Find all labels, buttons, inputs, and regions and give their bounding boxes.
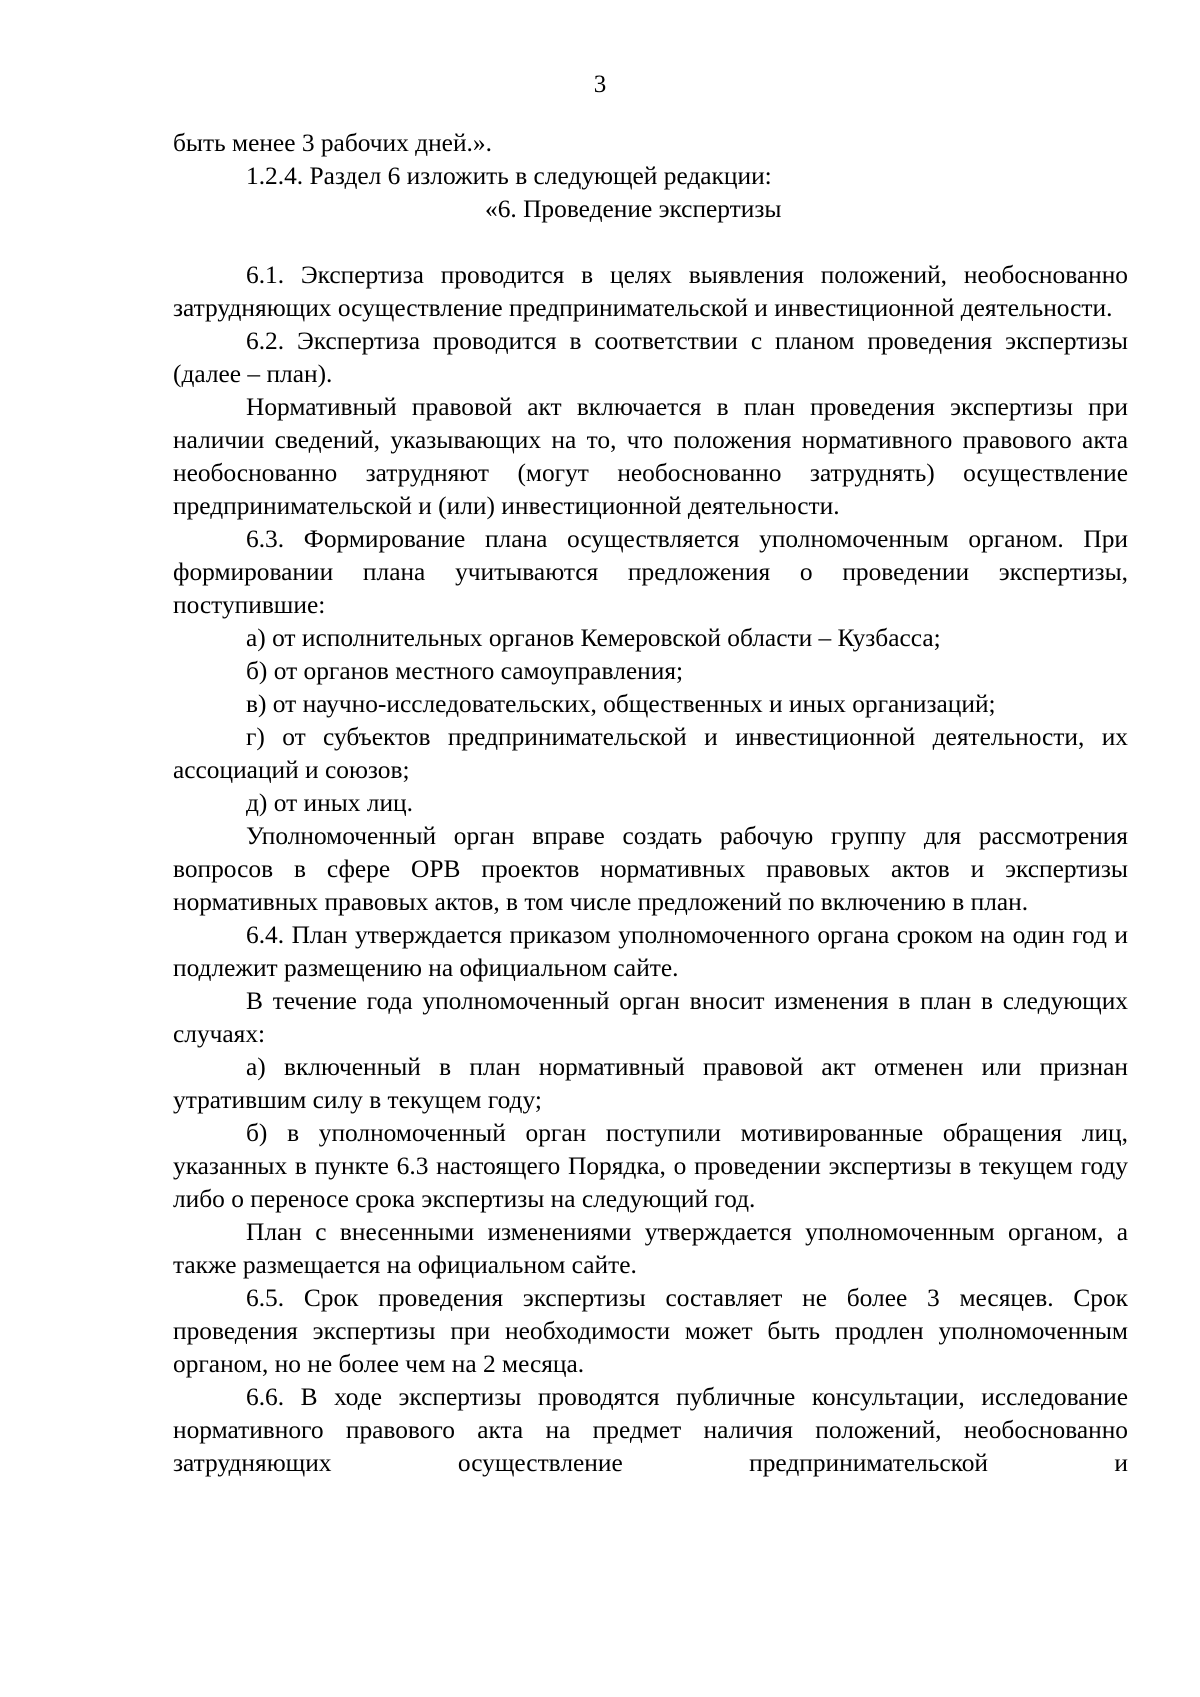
paragraph-inclusion-conditions: Нормативный правовой акт включается в план проведения экспертизы при наличии сведений, указывающих на то, что положения нормативного правового акта необоснованно затрудняют (могут необоснованно затруднять) осуществление предпринимательской и (или) инвестиционной деятельности. [173,393,1128,520]
paragraph-6-1: 6.1. Экспертиза проводится в целях выявления положений, необоснованно затрудняющих осуществление предпринимательской и инвестиционной деятельности. [173,261,1128,322]
page-number: 3 [593,71,607,98]
paragraph-plan-approval: План с внесенными изменениями утверждается уполномоченным органом, а также размещается на официальном сайте. [173,1218,1128,1279]
paragraph-working-group: Уполномоченный орган вправе создать рабочую группу для рассмотрения вопросов в сфере ОРВ проектов нормативных правовых актов и экспертизы нормативных правовых актов, в том числе предложений по включению в план. [173,822,1128,916]
document-body [173,127,1128,1480]
list-item-v: в) от научно-исследовательских, общественных и иных организаций; [246,690,996,718]
list-item-a: а) от исполнительных органов Кемеровской области – Кузбасса; [246,624,941,652]
change-case-b: б) в уполномоченный орган поступили мотивированные обращения лиц, указанных в пункте 6.3 настоящего Порядка, о проведении экспертизы в текущем году либо о переносе срока экспертизы на следующий год. [173,1119,1128,1213]
paragraph-1-2-4: 1.2.4. Раздел 6 изложить в следующей редакции: [246,162,772,190]
paragraph-6-5: 6.5. Срок проведения экспертизы составляет не более 3 месяцев. Срок проведения экспертизы при необходимости может быть продлен уполномоченным органом, но не более чем на 2 месяца. [173,1284,1128,1378]
paragraph-6-3: 6.3. Формирование плана осуществляется уполномоченным органом. При формировании плана учитываются предложения о проведении экспертизы, поступившие: [173,525,1128,619]
paragraph-6-4: 6.4. План утверждается приказом уполномоченного органа сроком на один год и подлежит размещению на официальном сайте. [173,921,1128,982]
list-item-d: д) от иных лиц. [246,789,413,817]
paragraph-plan-changes: В течение года уполномоченный орган вносит изменения в план в следующих случаях: [173,987,1128,1048]
paragraph-continuation: быть менее 3 рабочих дней.». [173,129,492,157]
paragraph-6-2: 6.2. Экспертиза проводится в соответствии с планом проведения экспертизы (далее – план). [173,327,1128,388]
list-item-b: б) от органов местного самоуправления; [246,657,684,685]
list-item-g: г) от субъектов предпринимательской и инвестиционной деятельности, их ассоциаций и союзов; [173,723,1128,784]
change-case-a: а) включенный в план нормативный правовой акт отменен или признан утратившим силу в текущем году; [173,1053,1128,1114]
section-6-heading: «6. Проведение экспертизы [485,195,782,223]
paragraph-6-6: 6.6. В ходе экспертизы проводятся публичные консультации, исследование нормативного правового акта на предмет наличия положений, необоснованно затрудняющих осуществление предпринимательской и [173,1383,1128,1477]
